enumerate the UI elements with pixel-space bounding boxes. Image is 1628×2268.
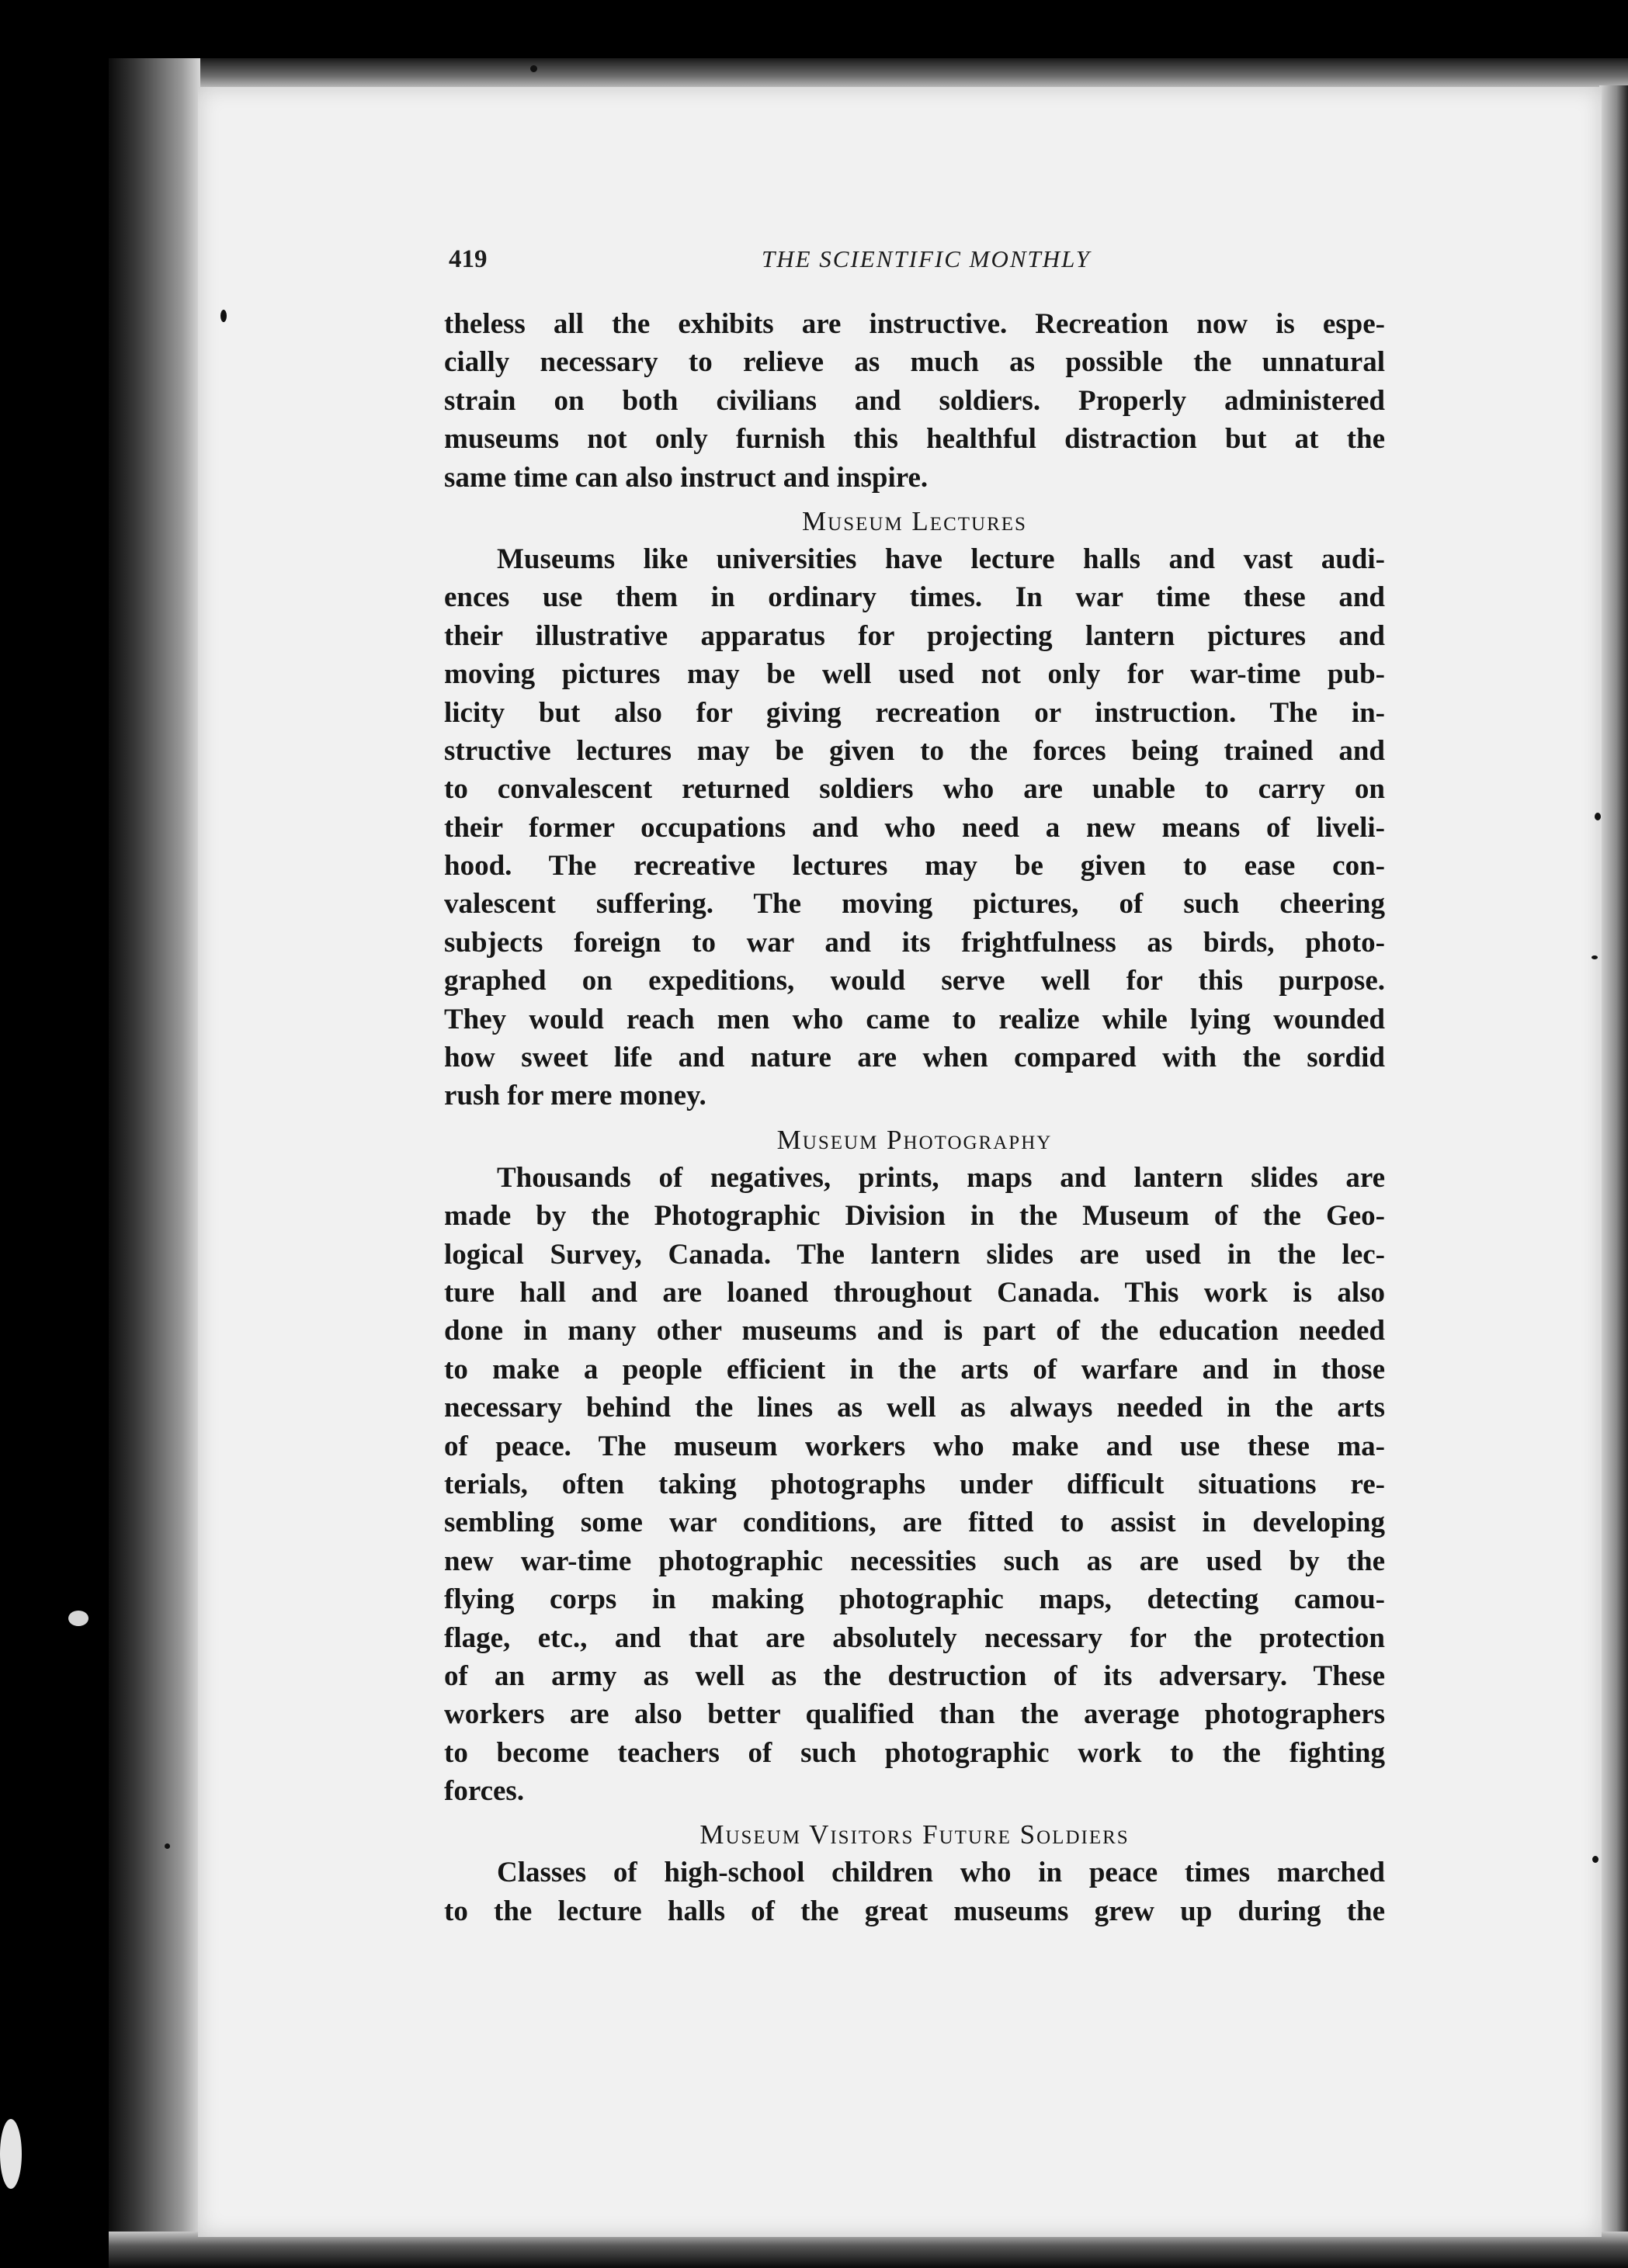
- text-line: made by the Photographic Division in the Museum of the Geo-: [444, 1200, 1385, 1233]
- scan-speck: [1592, 955, 1598, 959]
- text-line: rush for mere money.: [444, 1080, 706, 1112]
- text-line: cially necessary to relieve as much as possible the unnatural: [444, 346, 1385, 379]
- text-line: Museums like universities have lecture halls and vast audi-: [497, 543, 1385, 575]
- text-line: sembling some war conditions, are fitted to assist in developing: [444, 1507, 1385, 1539]
- running-head: THE SCIENTIFIC MONTHLY: [761, 245, 1092, 272]
- paragraph: [444, 1854, 1385, 1930]
- page-number: 419: [449, 245, 488, 273]
- text-line: necessary behind the lines as well as always needed in the arts: [444, 1392, 1385, 1424]
- text-line: ences use them in ordinary times. In war time these and: [444, 581, 1385, 614]
- text-line: their former occupations and who need a new means of liveli-: [444, 811, 1385, 844]
- text-line: done in many other museums and is part of the education needed: [444, 1315, 1385, 1347]
- text-line: flage, etc., and that are absolutely necessary for the protection: [444, 1621, 1385, 1654]
- text-line: theless all the exhibits are instructive. Recreation now is espe-: [444, 308, 1385, 340]
- body-text: [444, 305, 1385, 1930]
- paragraph: [444, 1159, 1385, 1811]
- text-line: new war-time photographic necessities such as are used by the: [444, 1545, 1385, 1577]
- section-heading: Museum Lectures: [802, 505, 1027, 536]
- scan-speck: [220, 310, 227, 322]
- page-header: [449, 245, 1388, 281]
- text-line: moving pictures may be well used not only for war-time pub-: [444, 658, 1385, 691]
- text-line: terials, often taking photographs under difficult situations re-: [444, 1468, 1385, 1500]
- page-edge-top: [109, 58, 1628, 91]
- text-line: Thousands of negatives, prints, maps and lantern slides are: [497, 1161, 1385, 1194]
- text-line: their illustrative apparatus for projecting lantern pictures and: [444, 619, 1385, 652]
- text-line: forces.: [444, 1775, 525, 1808]
- scan-speck: [1595, 813, 1601, 820]
- text-line: how sweet life and nature are when compared with the sordid: [444, 1042, 1385, 1074]
- text-line: structive lectures may be given to the forces being trained and: [444, 734, 1385, 767]
- text-line: They would reach men who came to realize while lying wounded: [444, 1003, 1385, 1035]
- text-line: graphed on expeditions, would serve well for this purpose.: [444, 965, 1385, 997]
- scan-speck: [530, 65, 537, 72]
- text-line: valescent suffering. The moving pictures, of such cheering: [444, 888, 1385, 921]
- text-line: same time can also instruct and inspire.: [444, 461, 929, 494]
- text-line: Classes of high-school children who in peace times marched: [497, 1857, 1385, 1889]
- scan-speck: [0, 2119, 22, 2189]
- page-edge-right: [1599, 85, 1628, 2243]
- text-line: to the lecture halls of the great museums grew up during the: [444, 1895, 1385, 1927]
- scan-speck: [68, 1611, 89, 1626]
- text-line: workers are also better qualified than the average photographers: [444, 1698, 1385, 1731]
- text-line: to become teachers of such photographic work to the fighting: [444, 1736, 1385, 1769]
- text-line: licity but also for giving recreation or instruction. The in-: [444, 696, 1385, 729]
- page-edge-bottom: [109, 2232, 1628, 2268]
- scan-speck: [1592, 1856, 1598, 1863]
- paragraph: [444, 305, 1385, 497]
- text-line: flying corps in making photographic maps, detecting camou-: [444, 1583, 1385, 1616]
- text-line: hood. The recreative lectures may be given to ease con-: [444, 850, 1385, 883]
- text-line: museums not only furnish this healthful distraction but at the: [444, 423, 1385, 456]
- text-line: of peace. The museum workers who make and use these ma-: [444, 1430, 1385, 1462]
- text-line: strain on both civilians and soldiers. Properly administered: [444, 384, 1385, 417]
- text-line: subjects foreign to war and its frightfulness as birds, photo-: [444, 926, 1385, 959]
- section-heading: Museum Visitors Future Soldiers: [699, 1819, 1130, 1850]
- text-line: ture hall and are loaned throughout Canada. This work is also: [444, 1276, 1385, 1309]
- section-heading: Museum Photography: [776, 1124, 1053, 1155]
- text-line: to make a people efficient in the arts of warfare and in those: [444, 1353, 1385, 1385]
- text-line: logical Survey, Canada. The lantern slides are used in the lec-: [444, 1238, 1385, 1271]
- paragraph: [444, 540, 1385, 1115]
- text-line: to convalescent returned soldiers who are unable to carry on: [444, 773, 1385, 806]
- scan-speck: [165, 1843, 170, 1849]
- page-edge-left: [109, 58, 200, 2232]
- text-line: of an army as well as the destruction of its adversary. These: [444, 1659, 1385, 1692]
